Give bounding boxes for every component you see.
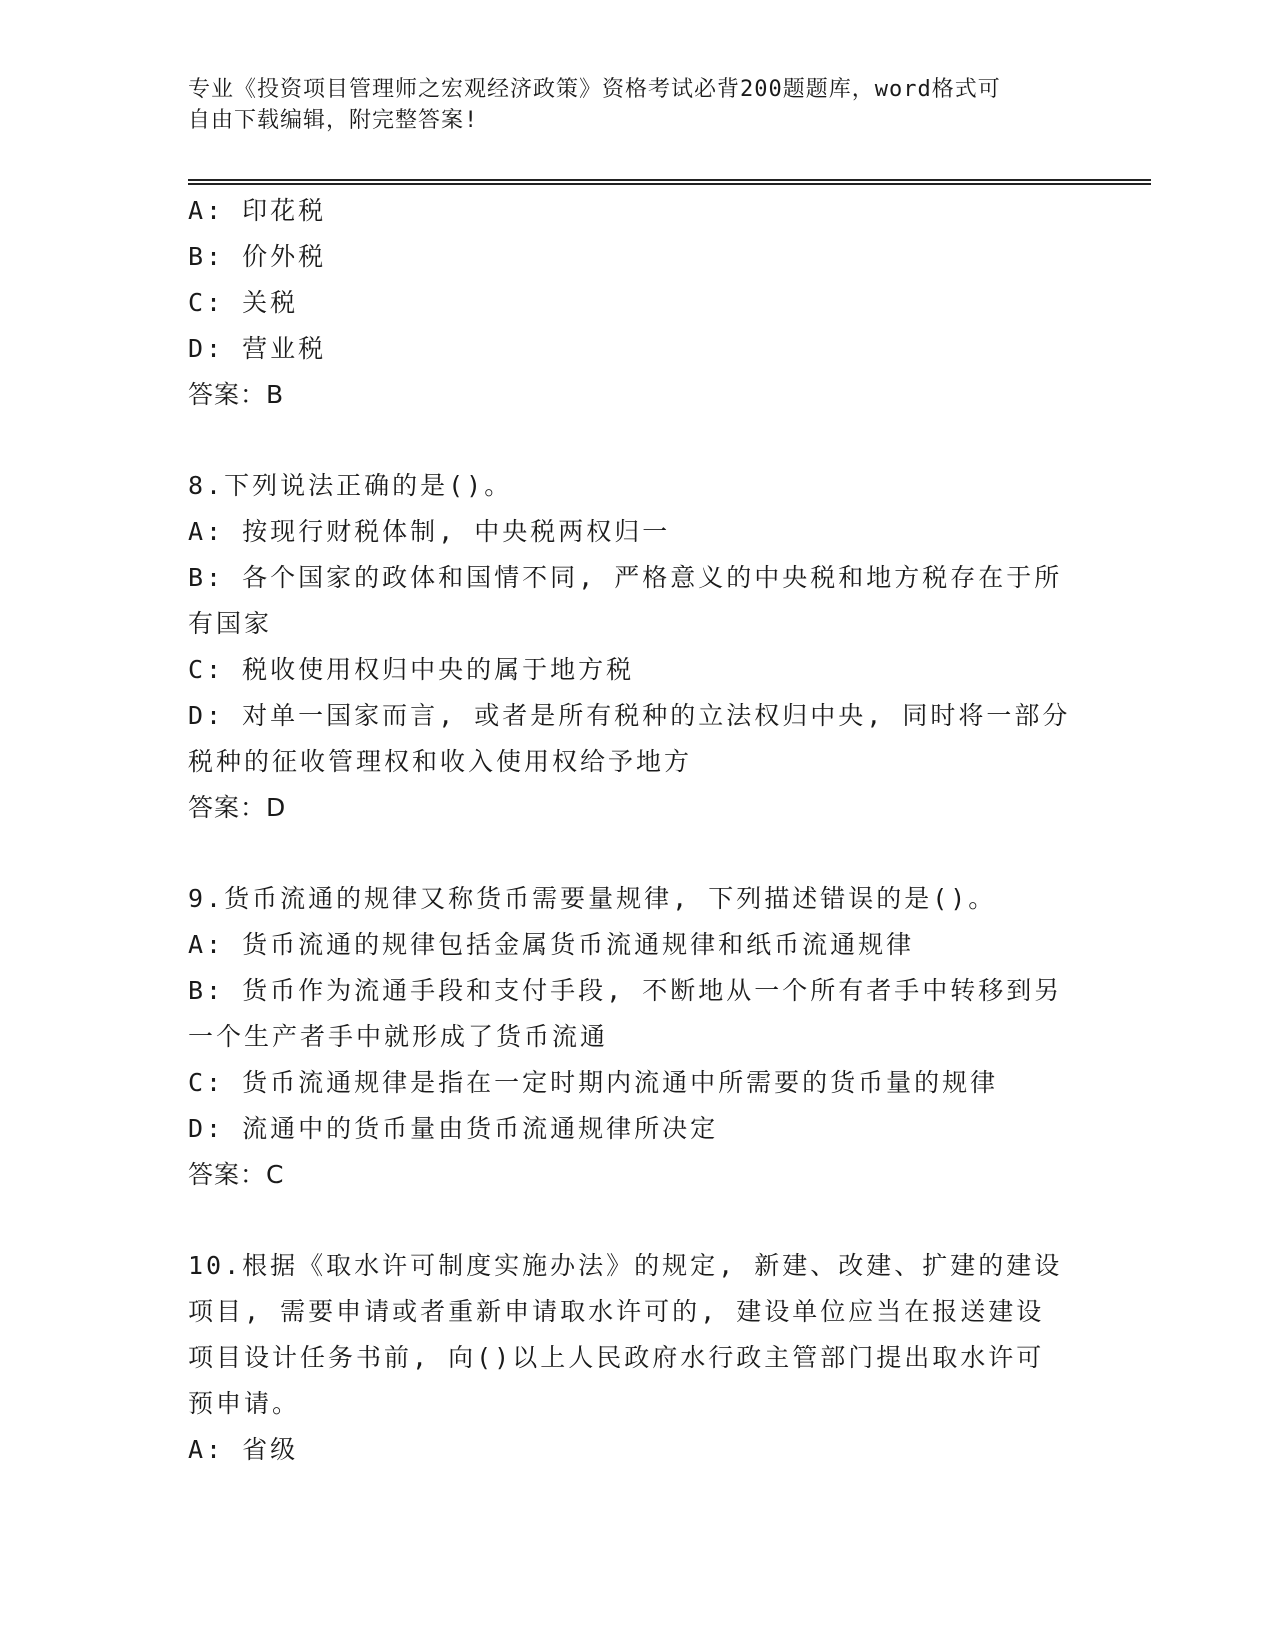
q10-stem-line-2: 项目, 需要申请或者重新申请取水许可的, 建设单位应当在报送建设	[188, 1297, 1045, 1326]
q10-stem-line-4: 预申请。	[188, 1389, 301, 1418]
q8-option-c: C: 税收使用权归中央的属于地方税	[188, 655, 635, 684]
spacer	[188, 418, 1088, 463]
q7-answer: 答案：B	[188, 380, 285, 409]
question-7-block	[188, 188, 1088, 418]
header-rule-top	[188, 179, 1151, 181]
q8-option-a: A: 按现行财税体制, 中央税两权归一	[188, 517, 671, 546]
q9-option-c: C: 货币流通规律是指在一定时期内流通中所需要的货币量的规律	[188, 1068, 999, 1097]
q10-stem-line-1: 10.根据《取水许可制度实施办法》的规定, 新建、改建、扩建的建设	[188, 1251, 1063, 1280]
q8-option-b-line-2: 有国家	[188, 609, 273, 638]
q9-option-b-line-2: 一个生产者手中就形成了货币流通	[188, 1022, 609, 1051]
header-rule-bottom	[188, 183, 1151, 185]
document-body	[188, 188, 1088, 1473]
q7-option-a: A: 印花税	[188, 196, 327, 225]
question-10-block	[188, 1243, 1088, 1473]
q9-option-d: D: 流通中的货币量由货币流通规律所决定	[188, 1114, 719, 1143]
q8-stem: 8.下列说法正确的是()。	[188, 471, 513, 500]
header-line-1: 专业《投资项目管理师之宏观经济政策》资格考试必背200题题库，word格式可	[188, 77, 1001, 102]
q9-stem: 9.货币流通的规律又称货币需要量规律, 下列描述错误的是()。	[188, 884, 997, 913]
q10-stem-line-3: 项目设计任务书前, 向()以上人民政府水行政主管部门提出取水许可	[188, 1343, 1045, 1372]
q8-option-d-line-1: D: 对单一国家而言, 或者是所有税种的立法权归中央, 同时将一部分	[188, 701, 1071, 730]
question-8-block	[188, 463, 1088, 831]
q9-option-b-line-1: B: 货币作为流通手段和支付手段, 不断地从一个所有者手中转移到另	[188, 976, 1063, 1005]
document-header	[188, 74, 1088, 136]
q10-option-a: A: 省级	[188, 1435, 299, 1464]
header-line-2: 自由下载编辑，附完整答案!	[188, 108, 479, 133]
q8-answer: 答案：D	[188, 793, 287, 822]
q7-option-d: D: 营业税	[188, 334, 327, 363]
spacer	[188, 831, 1088, 876]
q7-option-b: B: 价外税	[188, 242, 327, 271]
spacer	[188, 1198, 1088, 1243]
q8-option-d-line-2: 税种的征收管理权和收入使用权给予地方	[188, 747, 693, 776]
q9-answer: 答案：C	[188, 1160, 285, 1189]
question-9-block	[188, 876, 1088, 1198]
q9-option-a: A: 货币流通的规律包括金属货币流通规律和纸币流通规律	[188, 930, 915, 959]
q7-option-c: C: 关税	[188, 288, 299, 317]
q8-option-b-line-1: B: 各个国家的政体和国情不同, 严格意义的中央税和地方税存在于所	[188, 563, 1063, 592]
